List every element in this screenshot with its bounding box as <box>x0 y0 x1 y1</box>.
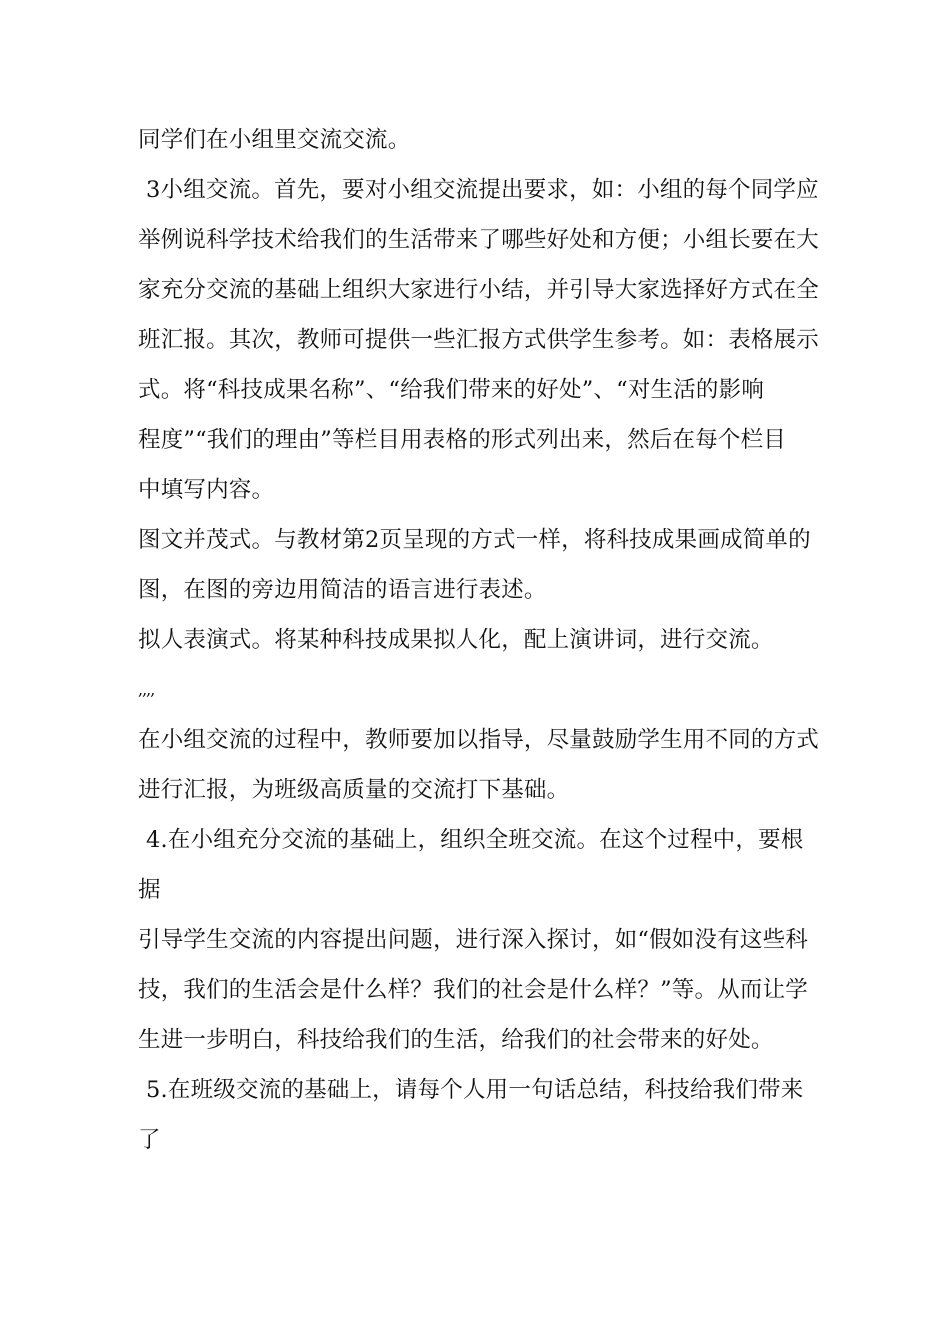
text-line: 图文并茂式。与教材第2页呈现的方式一样，将科技成果画成简单的 <box>138 527 811 553</box>
text-line: 家充分交流的基础上组织大家进行小结，并引导大家选择好方式在全 <box>138 277 820 303</box>
text-line: 图，在图的旁边用简洁的语言进行表述。 <box>138 577 547 603</box>
text-line: 在小组交流的过程中，教师要加以指导，尽量鼓励学生用不同的方式 <box>138 727 820 753</box>
ellipsis-line: ,,,, <box>138 680 155 699</box>
text-line: 了 <box>138 1127 161 1153</box>
text-line: 5.在班级交流的基础上，请每个人用一句话总结，科技给我们带来 <box>146 1077 804 1103</box>
text-line: 拟人表演式。将某种科技成果拟人化，配上演讲词，进行交流。 <box>138 627 774 653</box>
text-line: 进行汇报，为班级高质量的交流打下基础。 <box>138 777 570 803</box>
text-line: 生进一步明白，科技给我们的生活，给我们的社会带来的好处。 <box>138 1027 774 1053</box>
text-line: 3小组交流。首先，要对小组交流提出要求，如：小组的每个同学应 <box>146 177 819 203</box>
text-line: 据 <box>138 877 161 903</box>
text-line: 4.在小组充分交流的基础上，组织全班交流。在这个过程中，要根 <box>146 827 804 853</box>
text-line: 举例说科学技术给我们的生活带来了哪些好处和方便；小组长要在大 <box>138 227 820 253</box>
text-line: 式。将“科技成果名称”、“给我们带来的好处”、“对生活的影响 <box>138 377 765 403</box>
text-line: 技，我们的生活会是什么样？我们的社会是什么样？”等。从而让学 <box>138 977 809 1003</box>
text-line: 中填写内容。 <box>138 477 275 503</box>
text-line: 班汇报。其次，教师可提供一些汇报方式供学生参考。如：表格展示 <box>138 327 820 353</box>
text-line: 同学们在小组里交流交流。 <box>138 127 411 153</box>
text-line: 引导学生交流的内容提出问题，进行深入探讨，如“假如没有这些科 <box>138 927 809 953</box>
text-line: 程度”“我们的理由”等栏目用表格的形式列出来，然后在每个栏目 <box>138 427 787 453</box>
